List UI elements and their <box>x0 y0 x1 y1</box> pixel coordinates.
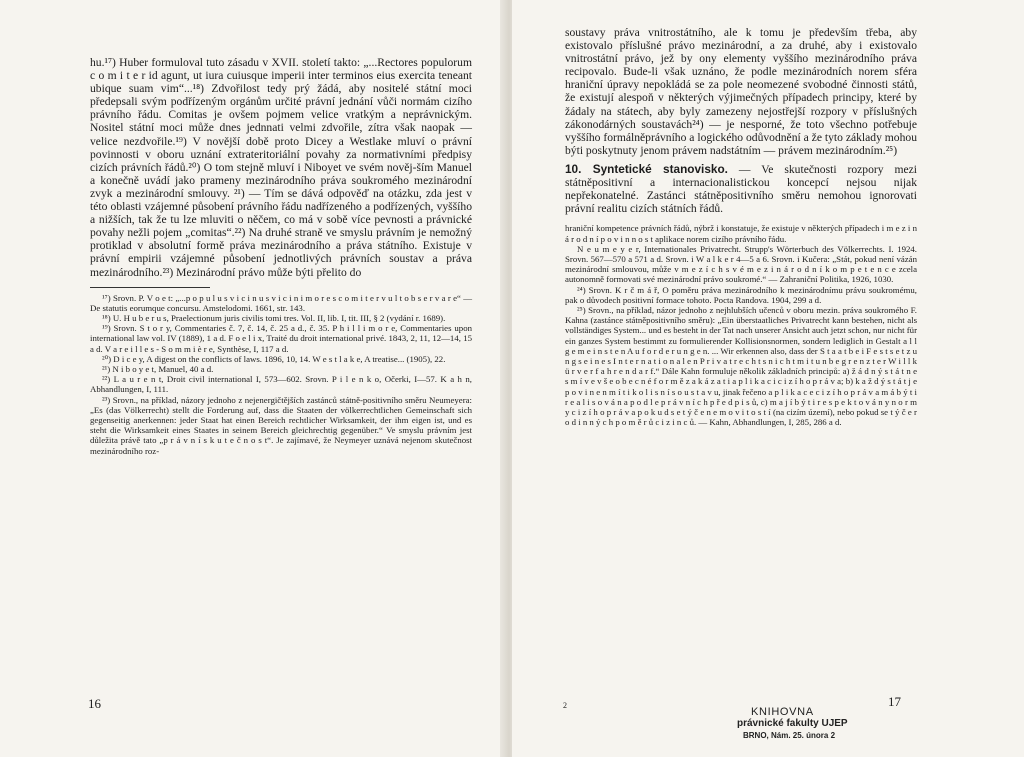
page-number-left: 16 <box>88 696 101 711</box>
section-10-paragraph <box>565 163 917 215</box>
section-heading: 10. Syntetické stanovisko. <box>565 161 728 176</box>
page-number-right: 17 <box>888 694 901 709</box>
left-footnotes <box>90 293 472 456</box>
footnote-22: ²²) L a u r e n t, Droit civil international I, 573—602. Srovn. P i l e n k o, Očerki, I—57. K a h n, Abhandlungen, I, 111. <box>90 374 472 395</box>
stamp-line-2: právnické fakulty UJEP <box>737 718 848 729</box>
footnote-19: ¹⁹) Srovn. S t o r y, Commentaries č. 7, č. 14, č. 25 a d., č. 35. P h i l l i m o r e, Commentaries upon international law vol. IV (1889), 1 a d. F o e l i x, Traité du droit international privé. 1843, 2, 11, 12—14, 15 a d. V a r e i l l e s - S o m m i è r e, Synthèse, I, 117 a d. <box>90 323 472 354</box>
footnote-separator <box>90 287 210 288</box>
left-text-column <box>90 56 472 456</box>
footnote-21: ²¹) N i b o y e t, Manuel, 40 a d. <box>102 364 214 375</box>
right-footnotes <box>565 223 917 427</box>
footnote-23-continued: hraniční kompetence právních řádů, nýbrž i konstatuje, že existuje v některých případech i m e z i n á r o d n í p o v i n n o s t aplikace norem cizího právního řádu. <box>565 223 917 244</box>
library-stamp <box>737 706 848 742</box>
section-text: — Ve skutečnosti rozpory mezi státněpositivní a internacionalistickou koncepcí nejsou nijak nepřekonatelné. Zastánci státněpositivního směru nemohou ignorovati právní realitu cizích státních řádů. <box>565 162 917 216</box>
stamp-line-1: KNIHOVNA <box>751 706 814 718</box>
footnote-24: ²⁴) Srovn. K r č m á ř, O poměru práva mezinárodního k mezinárodnímu právu soukromému, pak o důvodech positivní formace tohoto. Pocta Randova. 1904, 299 a d. <box>565 284 917 305</box>
footnote-17: ¹⁷) Srovn. P. V o e t: „...p o p u l u s v i c i n u s v i c i n i m o r e s c o m i t e r v u l t o b s e r v a r e“ — De statutis eorumque concursu. Amstelodomi. 1661, str. 143. <box>90 292 472 313</box>
stamp-line-3: BRNO, Nám. 25. února 2 <box>743 731 836 740</box>
right-text-column <box>565 26 917 427</box>
footnote-neumeyer: N e u m e y e r, Internationales Privatrecht. Strupp's Wörterbuch des Völkerrechts. I. 1924. Srovn. 567—570 a 571 a d. Srovn. i W a l k e r 4—5 a 6. Srovn. i Kučera: „Stát, pokud není vázán mezinárodní smlouvou, může v m e z í c h s v é m e z i n á r o d n í k o m p e t e n c e zcela autonomně formovati své mezinárodní právo soukromé.“ — Zahraniční Politika, 1926, 1030. <box>565 243 917 285</box>
footnote-25: ²⁵) Srovn., na příklad, názor jednoho z nejhlubších učenců v oboru mezin. práva soukromého F. Kahna (zastánce státněpositivního směru): „Ein überstaatliches Privatrecht kann bestehen, nicht als vollständiges System... und es besteht in der Tat nach unserer Ansicht auch jetzt schon, nur nicht für ein ganzes System bestimmt zu formulierender Kollisionsnormen, sondern lediglich in Gestalt a l l g e m e i n s t e n A u f o r d e r u n g e n. ... Wir erkennen also, dass der S t a a t b e i F e s t s e t z u n g s e i n e s I n t e r n a t i o n a l e n P r i v a t r e c h t s n i c h t m i t u n b e g r e n z t e r W i l l k ü r v e r f a h r e n d a r f.“ Dále Kahn formuluje několik základních principů: a) ž á d n ý s t á t n e s m í v e v š e o b e c n é f o r m ě z a k á z a t i a p l i k a c i c i z í h o p r á v a; b) k a ž d ý s t á t j e p o v i n e n m í t i k o l i s n í s o u s t a v u, jinak řečeno a p l i k a c e c i z í h o p r á v a m á b ý t i r e a l i s o v á n a p o d l e p r á v n í c h p ř e d p i s ů, c) m a j í b ý t i r e s p e k t o v á n y n o r m y c i z í h o p r á v a p o k u d s e t ý č e n e m o v i t o s t í (na cizím území), nebo pokud se t ý č e r o d i n n ý c h p o m ě r ů c i z i n c ů. — Kahn, Abhandlungen, I, 285, 286 a d. <box>565 304 917 428</box>
left-body-paragraph: hu.¹⁷) Huber formuloval tuto zásadu v XVII. století takto: „...Rectores populorum c o m i t e r id agunt, ut iura cuiusque imperii inter terminos eius exercita teneant ubique suam vim“...¹⁸) Zdvořilost tedy prý žádá, aby nositelé státní moci předepsali svým podřízeným orgánům určité právní jednání vůči normám cizího právního řádu. Comitas je ovšem pojmem velice vratkým a neprávnickým. Nositel státní moci může dnes jednnati velmi zdvořile, zítra však naopak — velice nezdvořile.¹⁹) V novější době proto Dicey a Westlake mluví o právní povinnosti v oboru uznání extrateritoriální povahy za normativními předpisy cizích právních řádů.²⁰) O tom stejně mluví i Niboyet ve svém nověj-ším Manuel a konečně uvádí jako prameny mezinárodního práva soukromého mezinárodní zvyk a mezinárodní smlouvy. ²¹) — Tím se dává odpověď na otázku, zda jest v této oblasti vzájemné působení právního řádu nadřízeného a podřízených, vyššího a nižších, tak že tu lze mluviti o něčem, co má v sobě více pevnosti a právnické povahy nežli pojem „comitas“.²²) Na druhé straně ve smyslu právním je nemožný protiklad v absolutní formě práva mezinárodního a práva státního. Existuje v právní empirii vzájemné působení jednotlivých právních soustav a práva mezinárodního.²³) Mezinárodní právo může býti přelito do <box>90 56 472 279</box>
right-body-paragraph: soustavy práva vnitrostátního, ale k tomu je především třeba, aby existovalo příslušné právo mezinárodní, a za druhé, aby i existovalo vnitrostátní právo, jež by ony elementy vyššího mezinárodního práva recipovalo. Bude-li však uznáno, že podle mezinárodních norem sféra hraniční úpravy nepokládá se za pole neomezené svobodné činnosti států, že existují alespoň v některých výjimečných případech principy, které by žádaly na státech, aby byly zamezeny nejostřejší rozpory v příslušných zákonodárných soustavách²⁴) — je nesporné, že toto všechno potřebuje vyššího formálněprávního a logického odůvodnění a že tyto základy mohou býti poskytnuty jenom právem nadstátním — právem mezinárodním.²⁵) <box>565 26 917 157</box>
footnote-18: ¹⁸) U. H u b e r u s, Praelectionum juris civilis tomi tres. Vol. II, lib. I, tit. III, § 2 (vydání r. 1689). <box>102 313 446 323</box>
signature-mark: 2 <box>563 701 567 710</box>
footnote-23: ²³) Srovn., na příklad, názory jednoho z nejenergičtějších zastánců státně-positivního směru Neumeyera: „Es (das Völkerrecht) stellt die Forderung auf, dass die Staaten der völkerrechtlichen Gemeinschaft sich gegenseitig anerkennen: jeder Staat hat einen Bereich rechtlicher Wirksamkeit, der ihm eigen ist, und es steht die Wirksamkeit eines Staates in seinem Bereich gleichrechtig gegenüber.“ Ve smyslu právním jest důležita právě tato „p r á v n í s k u t e č n o s t“. Je zajímavé, že Neymeyer uznává nejenom skutečnost mezinárodního roz- <box>90 394 472 456</box>
left-page <box>0 0 506 757</box>
footnote-20: ²⁰) D i c e y, A digest on the conflicts of laws. 1896, 10, 14. W e s t l a k e, A treatise... (1905), 22. <box>102 353 446 364</box>
